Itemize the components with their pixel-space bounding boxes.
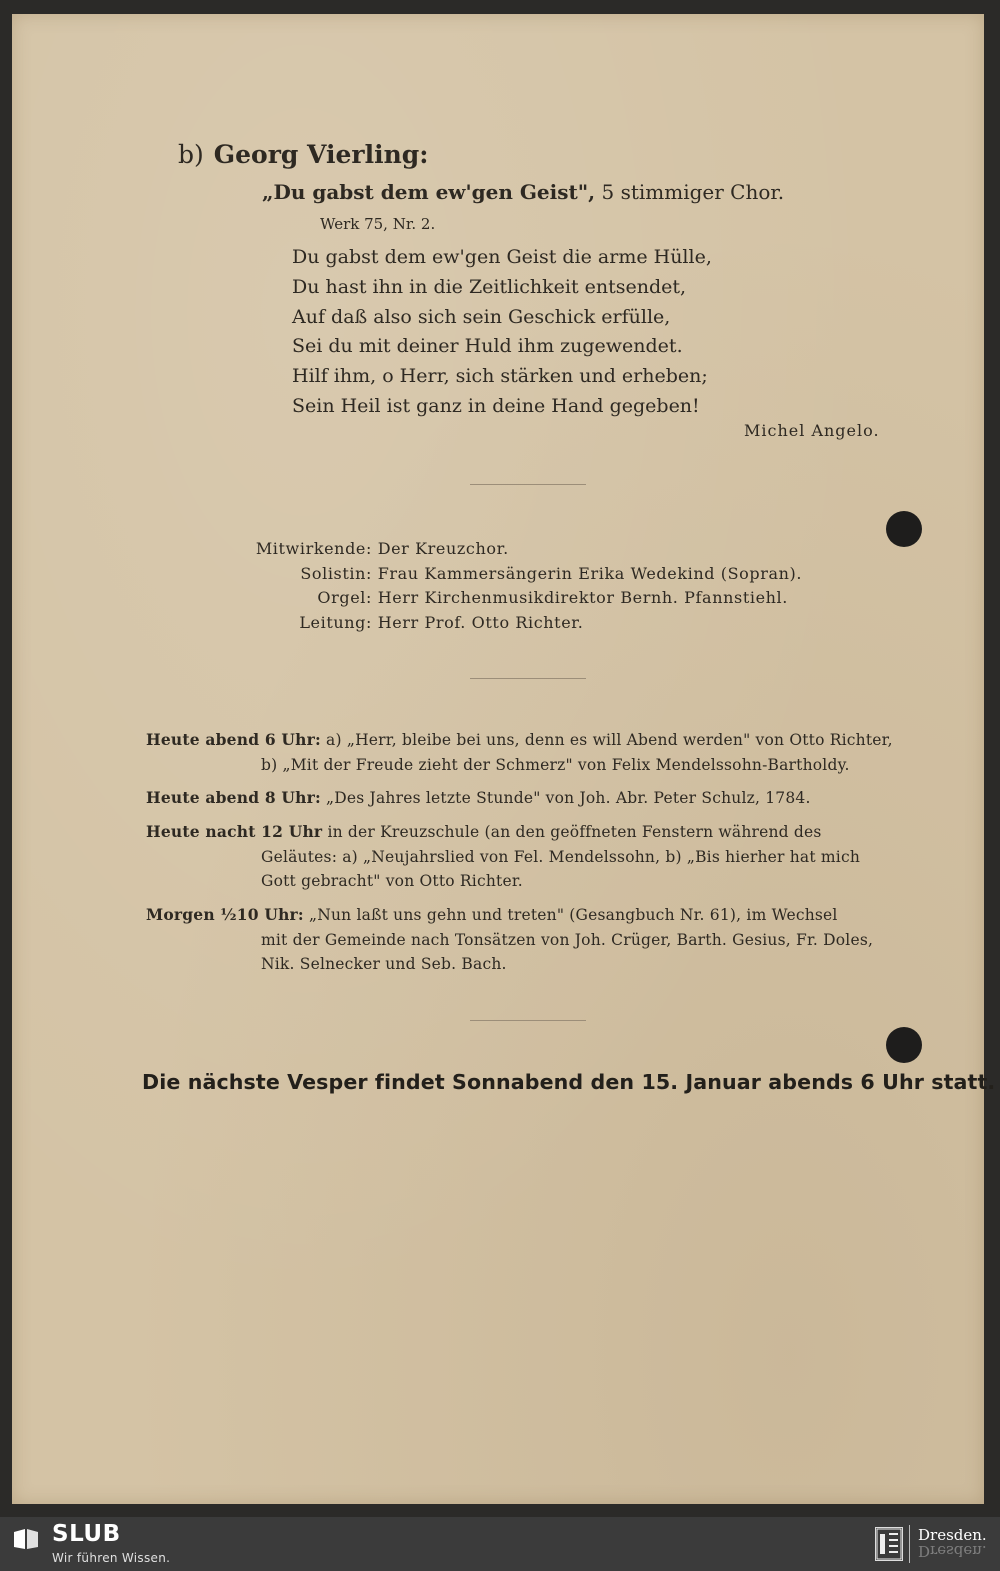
library-brand: SLUB bbox=[52, 1521, 121, 1547]
credit-value: Der Kreuzchor. bbox=[377, 539, 509, 558]
composer-name: Georg Vierling: bbox=[213, 140, 429, 169]
poem-text bbox=[292, 243, 712, 422]
city-logo: Dresden. bbox=[918, 1526, 987, 1544]
divider bbox=[470, 1020, 586, 1021]
divider bbox=[470, 678, 586, 679]
work-title-line bbox=[262, 180, 784, 204]
poem-line: Du hast ihn in die Zeitlichkeit entsendet, bbox=[292, 275, 687, 298]
schedule-time: Heute abend 8 Uhr: bbox=[146, 788, 321, 807]
poet-credit: Michel Angelo. bbox=[744, 421, 880, 440]
schedule-text: Geläutes: a) „Neujahrslied von Fel. Mendelssohn, b) „Bis hierher hat mich bbox=[261, 847, 861, 866]
schedule-text: „Des Jahres letzte Stunde" von Joh. Abr. Peter Schulz, 1784. bbox=[326, 789, 811, 807]
work-heading bbox=[178, 140, 428, 169]
schedule-text: Gott gebracht" von Otto Richter. bbox=[261, 872, 523, 890]
divider bbox=[470, 484, 586, 485]
work-label: b) bbox=[178, 140, 204, 169]
schedule-text: b) „Mit der Freude zieht der Schmerz" von Felix Mendelssohn-Bartholdy. bbox=[261, 755, 850, 774]
credit-row bbox=[232, 611, 802, 636]
next-vespers-announcement: Die nächste Vesper findet Sonnabend den 15. Januar abends 6 Uhr statt. bbox=[142, 1070, 996, 1094]
poem-line: Du gabst dem ew'gen Geist die arme Hülle, bbox=[292, 246, 712, 268]
slub-book-icon bbox=[12, 1528, 40, 1550]
logo-divider bbox=[909, 1525, 910, 1563]
schedule-text: in der Kreuzschule (an den geöffneten Fenstern während des bbox=[327, 823, 822, 841]
schedule-entry bbox=[146, 728, 912, 777]
poem-line: Sei du mit deiner Huld ihm zugewendet. bbox=[292, 335, 683, 358]
credit-value: Herr Prof. Otto Richter. bbox=[377, 612, 584, 632]
schedule-entry bbox=[146, 903, 912, 977]
credit-value: Herr Kirchenmusikdirektor Bernh. Pfannstiehl. bbox=[377, 588, 788, 607]
schedule-text: mit der Gemeinde nach Tonsätzen von Joh. Crüger, Barth. Gesius, Fr. Doles, bbox=[261, 930, 874, 949]
credit-label: Mitwirkende: bbox=[255, 539, 372, 558]
credit-row bbox=[232, 562, 802, 587]
credit-row bbox=[232, 537, 802, 562]
library-footer-bar bbox=[0, 1517, 1000, 1571]
punch-hole bbox=[886, 1027, 922, 1063]
schedule-text: „Nun laßt uns gehn und treten" (Gesangbuch Nr. 61), im Wechsel bbox=[308, 906, 838, 924]
punch-hole bbox=[886, 511, 922, 547]
schedule-time: Heute nacht 12 Uhr bbox=[146, 822, 323, 841]
library-tagline: Wir führen Wissen. bbox=[52, 1551, 171, 1565]
city-logo-reflection: Dresden. bbox=[918, 1542, 987, 1560]
poem-line: Hilf ihm, o Herr, sich stärken und erheben; bbox=[292, 365, 708, 388]
credit-value: Frau Kammersängerin Erika Wedekind (Sopran). bbox=[377, 563, 803, 583]
credit-row bbox=[232, 586, 802, 611]
credit-label: Leitung: bbox=[299, 612, 372, 632]
performers-list bbox=[232, 537, 802, 635]
work-title: „Du gabst dem ew'gen Geist", bbox=[262, 180, 596, 204]
opus-number: Werk 75, Nr. 2. bbox=[320, 215, 436, 233]
schedule-entry bbox=[146, 786, 912, 811]
schedule-text: a) „Herr, bleibe bei uns, denn es will Abend werden" von Otto Richter, bbox=[326, 731, 893, 749]
poem-line: Sein Heil ist ganz in deine Hand gegeben! bbox=[292, 394, 700, 417]
schedule-time: Morgen ½10 Uhr: bbox=[146, 905, 304, 924]
work-scoring: 5 stimmiger Chor. bbox=[601, 180, 785, 204]
city-crest-icon bbox=[875, 1527, 903, 1561]
poem-line: Auf daß also sich sein Geschick erfülle, bbox=[292, 305, 671, 328]
schedule-time: Heute abend 6 Uhr: bbox=[146, 730, 321, 749]
schedule-entry bbox=[146, 820, 912, 894]
credit-label: Solistin: bbox=[300, 563, 372, 583]
credit-label: Orgel: bbox=[317, 588, 372, 607]
schedule-text: Nik. Selnecker und Seb. Bach. bbox=[261, 955, 507, 973]
